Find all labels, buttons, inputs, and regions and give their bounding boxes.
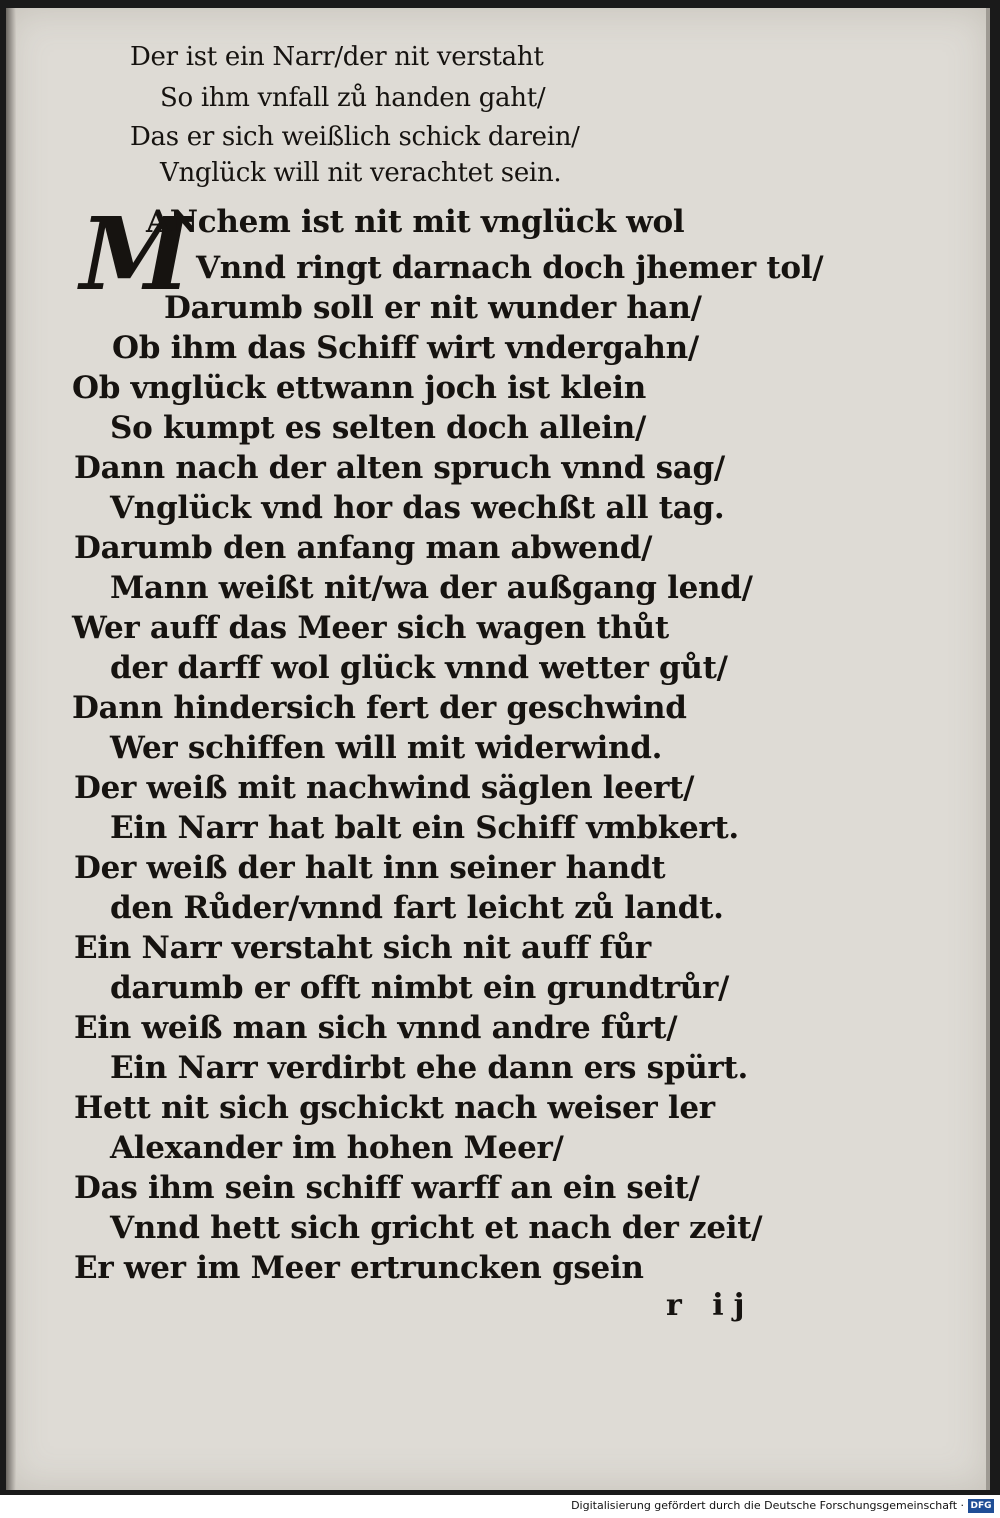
signature-mark: r ij	[666, 1288, 755, 1323]
verse-line: Darumb den anfang man abwend/	[74, 530, 653, 566]
motto-line: Der ist ein Narr/der nit verstaht	[130, 42, 544, 72]
page-binding-edge	[6, 8, 16, 1490]
footer-credit-text: Digitalisierung gefördert durch die Deutsche Forschungsgemeinschaft ·	[571, 1499, 964, 1512]
verse-line: Darumb soll er nit wunder han/	[164, 290, 702, 326]
verse-line: Hett nit sich gschickt nach weiser ler	[74, 1090, 715, 1126]
verse-line: So kumpt es selten doch allein/	[110, 410, 647, 446]
verse-line: den Růder/vnnd fart leicht zů landt.	[110, 890, 724, 926]
verse-line: Er wer im Meer ertruncken gsein	[74, 1250, 644, 1286]
verse-line: Ob vnglück ettwann joch ist klein	[72, 370, 646, 406]
motto-line: Das er sich weißlich schick darein/	[130, 122, 580, 152]
dfg-logo-icon[interactable]: DFG	[968, 1499, 994, 1513]
verse-line: Wer schiffen will mit widerwind.	[110, 730, 663, 766]
verse-line: Alexander im hohen Meer/	[110, 1130, 564, 1166]
verse-line: Dann nach der alten spruch vnnd sag/	[74, 450, 725, 486]
book-page	[6, 8, 990, 1490]
verse-line: der darff wol glück vnnd wetter gůt/	[110, 650, 728, 686]
verse-line: Vnglück vnd hor das wechßt all tag.	[110, 490, 725, 526]
motto-line: Vnglück will nit verachtet sein.	[160, 158, 562, 188]
verse-line: Vnnd hett sich gricht et nach der zeit/	[110, 1210, 763, 1246]
verse-line: Das ihm sein schiff warff an ein seit/	[74, 1170, 700, 1206]
verse-line: Der weiß mit nachwind säglen leert/	[74, 770, 695, 806]
verse-line: Dann hindersich fert der geschwind	[72, 690, 687, 726]
page-right-edge	[986, 8, 990, 1490]
motto-line: So ihm vnfall zů handen gaht/	[160, 83, 546, 113]
verse-line: ANchem ist nit mit vnglück wol	[146, 204, 685, 240]
verse-line: Wer auff das Meer sich wagen thůt	[72, 610, 669, 646]
verse-line: Ein Narr verstaht sich nit auff fůr	[74, 930, 651, 966]
verse-line: Ob ihm das Schiff wirt vndergahn/	[112, 330, 699, 366]
verse-line: Ein Narr hat balt ein Schiff vmbkert.	[110, 810, 739, 846]
decorated-initial: M	[80, 195, 191, 313]
verse-line: Der weiß der halt inn seiner handt	[74, 850, 666, 886]
verse-line: darumb er offt nimbt ein grundtrůr/	[110, 970, 730, 1006]
verse-line: Vnnd ringt darnach doch jhemer tol/	[196, 250, 824, 286]
digitization-footer	[0, 1495, 1000, 1518]
verse-line: Ein Narr verdirbt ehe dann ers spürt.	[110, 1050, 748, 1086]
verse-line: Mann weißt nit/wa der außgang lend/	[110, 570, 753, 606]
verse-line: Ein weiß man sich vnnd andre fůrt/	[74, 1010, 678, 1046]
